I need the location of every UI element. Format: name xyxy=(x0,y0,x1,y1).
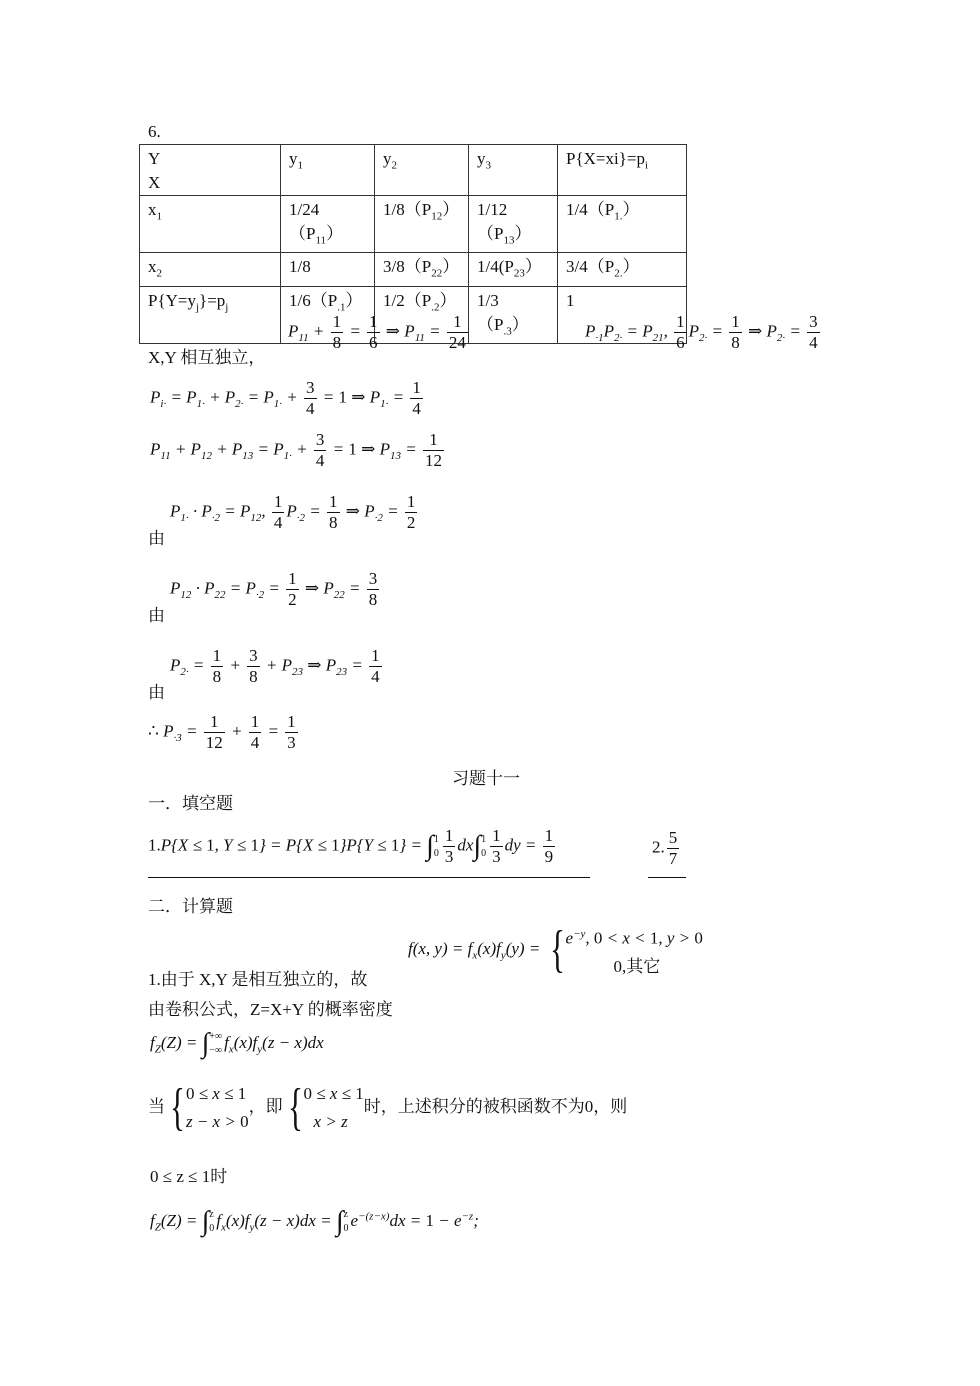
independence-label: X,Y 相互独立， xyxy=(148,348,266,367)
table-row xyxy=(140,196,687,253)
header-y3: $y_3$ xyxy=(469,145,558,196)
you-label: 由 xyxy=(148,529,165,548)
table-cell: $1/6(P_{.1})$ xyxy=(281,286,375,343)
table-cell: 1/8 xyxy=(281,253,375,286)
table-cell: $1/8(P_{12})$ xyxy=(375,196,469,253)
table-cell: 1 xyxy=(558,286,687,343)
table-cell: 1/24 $(P_{11})$ xyxy=(281,196,375,253)
part2-title: 二．计算题 xyxy=(148,897,233,916)
table-row xyxy=(140,253,687,286)
equation-p22: $P_{12} \cdot P_{22} = P_{\cdot 2}$ = $\frac{1}{2}$ ⇒ $P_{22}$ = $\frac{3}{8}$ xyxy=(170,569,378,609)
condition-line: 当{ 0 ≤ x ≤ 1 z − x > 0 ，即{ 0 ≤ x ≤ 1 x > z 时，上述积分的被积函数不为0，则 xyxy=(148,1079,628,1136)
answer-underline xyxy=(148,877,590,878)
part1-title: 一．填空题 xyxy=(148,794,233,813)
table-row xyxy=(140,145,687,196)
header-y-label: Y xyxy=(148,149,161,168)
equation-pdot2: $P_{1\cdot} \cdot P_{\cdot 2} = P_{12}$, $\frac{1}{4}$ $P_{\cdot 2}$ = $\frac{1}{8}$ ⇒ $P_{\cdot 2}$ = $\frac{1}{2}$ xyxy=(170,492,416,532)
joint-density-definition: f(x, $y) = f_x(x)f_y(y)$ = { $e^{-y}$, 0 < x < 1, y > 0 0,其它 xyxy=(408,921,703,979)
table-cell: 1/12 $(P_{13})$ xyxy=(469,196,558,253)
convolution-formula: $f_Z(Z)$ = ∫+∞ −∞ $f_x(x)f_y(z - x)dx$ xyxy=(150,1028,324,1059)
equation-p1dot: $P_{i\cdot} = P_{1\cdot} + P_{2\cdot} = P_{1\cdot}$ + $\frac{3}{4}$ = 1 ⇒ $P_{1\cdot}$ = $\frac{1}{4}$ xyxy=(150,378,421,418)
header-marginal-x: $P\{X=xi\}=p_i$ xyxy=(558,145,687,196)
header-y1: $y_1$ xyxy=(281,145,375,196)
header-x-label: X xyxy=(148,173,161,192)
section-title: 习题十一 xyxy=(452,769,520,788)
equation-p13: $P_{11} + P_{12} + P_{13} = P_{1\cdot}$ + $\frac{3}{4}$ = 1 ⇒ $P_{13}$ = $\frac{1}{12}$ xyxy=(150,430,442,470)
row-label-x1: $x_1$ xyxy=(140,196,281,253)
fill-answer-1: 1.P{X ≤ 1, Y ≤ 1} = P{X ≤ 1}P{Y ≤ 1} = ∫1 0 $\frac{1}{3}$ dx∫1 0 $\frac{1}{3}$ dy = $\frac{1}{9}$ xyxy=(148,826,554,866)
problem-number: 6. xyxy=(148,122,161,141)
answer-underline xyxy=(648,877,686,878)
row-label-marginal-y: $P\{Y=y_j\}=p_j$ xyxy=(140,286,281,343)
equation-p23: $P_{2\cdot}$ = $\frac{1}{8}$ + $\frac{3}{8}$ + $P_{23}$ ⇒ $P_{23}$ = $\frac{1}{4}$ xyxy=(170,646,380,686)
equation-p2dot: $P_{\cdot 1}P_{2\cdot} = P_{21}$, $\frac{1}{6}$ $P_{2\cdot}$ = $\frac{1}{8}$ ⇒ $P_{2\cdot}$ = $\frac{3}{4}$ xyxy=(585,312,818,352)
you-label: 由 xyxy=(148,683,165,702)
table-cell: $3/4(P_{2.})$ xyxy=(558,253,687,286)
calc1-convolution: 由卷积公式，Z=X+Y 的概率密度 xyxy=(148,1000,393,1019)
range-line: 0 ≤ z ≤ 1时 xyxy=(150,1167,228,1186)
fill-answer-2: 2. $\frac{5}{7}$ xyxy=(652,828,678,868)
table-corner-cell xyxy=(140,145,281,196)
table-cell: $1/2(P_{.2})$ xyxy=(375,286,469,343)
you-label: 由 xyxy=(148,606,165,625)
table-cell: $1/3(P_{.3})$ xyxy=(469,286,558,343)
table-cell: $1/4(P_{23})$ xyxy=(469,253,558,286)
table-cell: $1/4(P_{1.})$ xyxy=(558,196,687,253)
equation-pdot3: ∴ $P_{\cdot 3}$ = $\frac{1}{12}$ + $\frac{1}{4}$ = $\frac{1}{3}$ xyxy=(148,712,296,752)
equation-p11: $P_{11}$ + $\frac{1}{8}$ = $\frac{1}{6}$ ⇒ $P_{11}$ = $\frac{1}{24}$ xyxy=(288,312,466,352)
row-label-x2: $x_2$ xyxy=(140,253,281,286)
calc1-text: 1.由于 X,Y 是相互独立的，故 xyxy=(148,970,368,989)
density-result: $f_Z(Z) = \int z$ 0 $f_x(x)f_y(z - x)dx = \int z$ 0 $e^{-(z-x)}dx = 1 - e^{-z}$; xyxy=(150,1206,479,1237)
header-y2: $y_2$ xyxy=(375,145,469,196)
table-cell: $3/8(P_{22})$ xyxy=(375,253,469,286)
